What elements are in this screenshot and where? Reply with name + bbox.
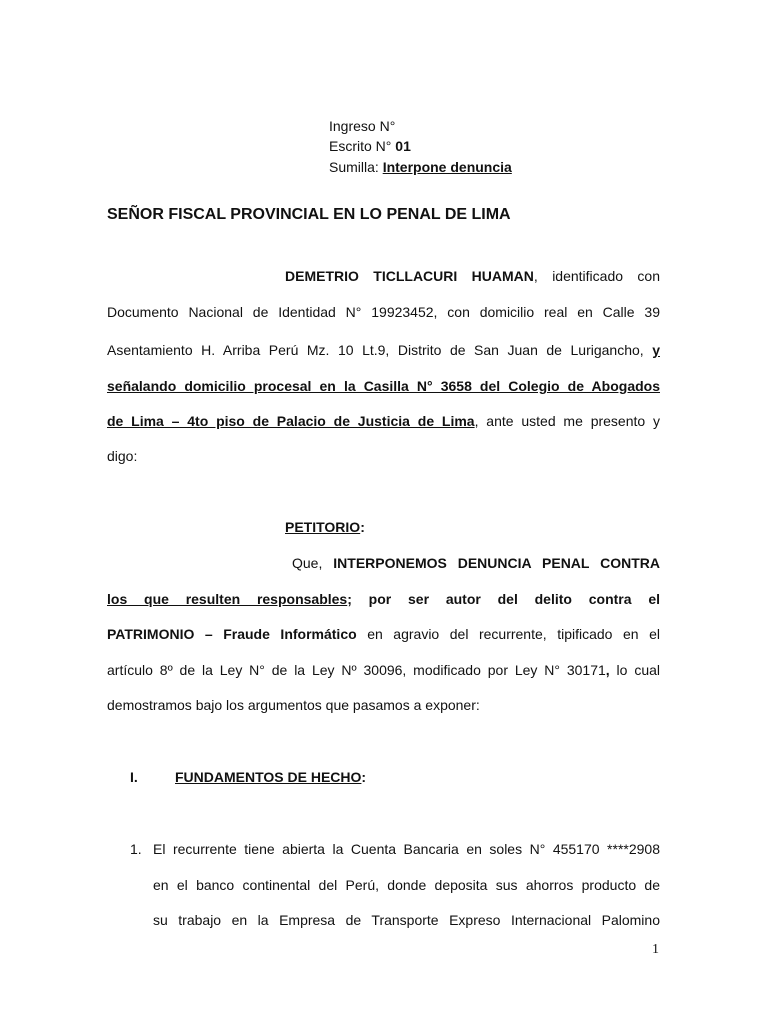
escrito-line xyxy=(329,136,411,156)
item-1-line-3: su trabajo en la Empresa de Transporte Expreso Internacional Palomino xyxy=(153,912,660,928)
petitorio-line-3: PATRIMONIO – Fraude Informático en agravio del recurrente, tipificado en el xyxy=(107,626,660,642)
sumilla-value: Interpone denuncia xyxy=(382,159,512,175)
ingreso-line xyxy=(329,116,395,136)
intro-line-1: DEMETRIO TICLLACURI HUAMAN, identificado con xyxy=(285,268,660,284)
intro-line-4: señalando domicilio procesal en la Casilla N° 3658 del Colegio de Abogados xyxy=(107,378,660,394)
item-1-line-1: El recurrente tiene abierta la Cuenta Bancaria en soles N° 455170 ****2908 xyxy=(153,841,660,857)
petitorio-line-1: Que, INTERPONEMOS DENUNCIA PENAL CONTRA xyxy=(292,555,660,571)
petitioner-name: DEMETRIO TICLLACURI HUAMAN xyxy=(285,268,534,284)
intro-line-3: Asentamiento H. Arriba Perú Mz. 10 Lt.9, Distrito de San Juan de Lurigancho, y xyxy=(107,342,660,358)
section-heading: FUNDAMENTOS DE HECHO: xyxy=(175,769,367,785)
intro-line-6: digo: xyxy=(107,448,138,464)
page-number: 1 xyxy=(652,942,659,957)
ingreso-label: Ingreso N° xyxy=(329,118,396,134)
item-1-line-2: en el banco continental del Perú, donde deposita sus ahorros producto de xyxy=(153,877,660,893)
escrito-label: Escrito N° xyxy=(329,138,396,154)
item-1-number: 1. xyxy=(130,841,142,857)
petitorio-heading: PETITORIO: xyxy=(285,519,365,535)
petitorio-line-5: demostramos bajo los argumentos que pasamos a exponer: xyxy=(107,697,480,713)
petitorio-line-4: artículo 8º de la Ley N° de la Ley Nº 30096, modificado por Ley N° 30171, lo cual xyxy=(107,662,660,678)
sumilla-label: Sumilla: xyxy=(329,159,383,175)
section-numeral: I. xyxy=(130,769,138,785)
document-title: SEÑOR FISCAL PROVINCIAL EN LO PENAL DE LIMA xyxy=(107,206,511,223)
petitorio-line-2: los que resulten responsables; por ser autor del delito contra el xyxy=(107,591,661,607)
sumilla-line xyxy=(329,157,512,177)
intro-line-2: Documento Nacional de Identidad N° 19923452, con domicilio real en Calle 39 xyxy=(107,304,660,320)
escrito-number: 01 xyxy=(395,138,411,154)
intro-line-5: de Lima – 4to piso de Palacio de Justicia de Lima, ante usted me presento y xyxy=(107,413,660,429)
